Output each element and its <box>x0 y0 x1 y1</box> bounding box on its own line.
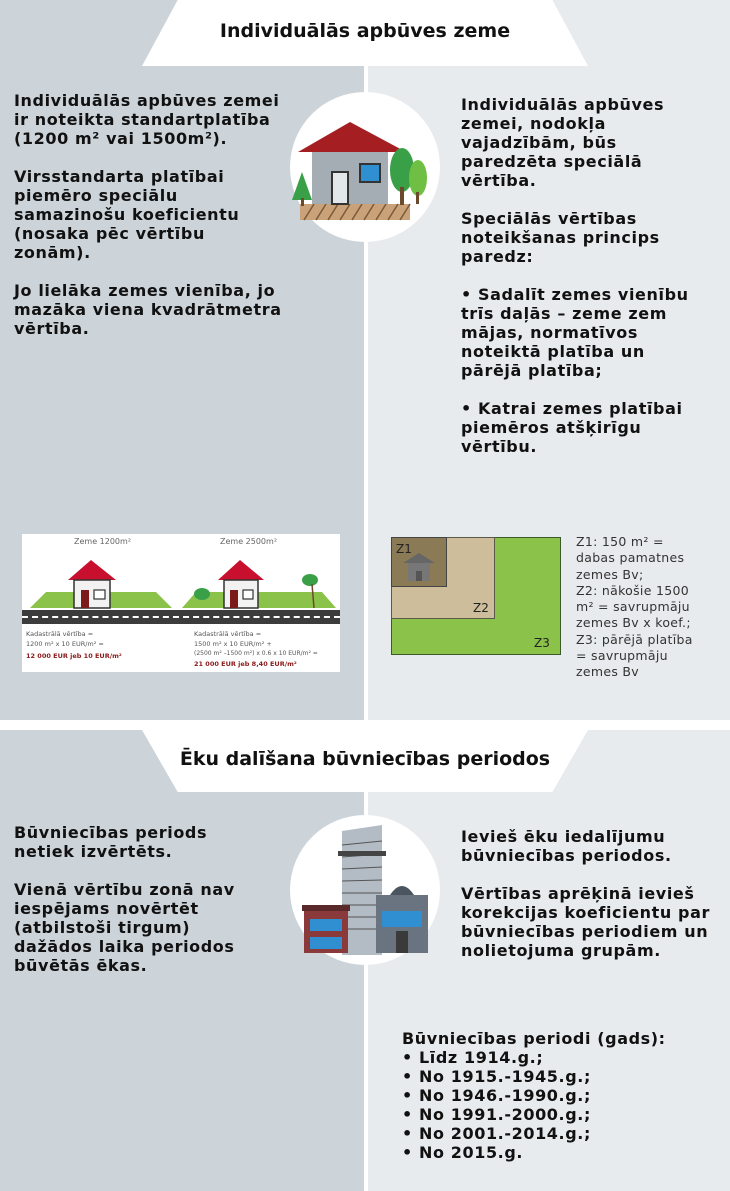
section1-left-p3: Jo lielāka zemes vienība, jo mazāka viena kvadrātmetra vērtība. <box>14 281 282 338</box>
zone-legend-line: Z3: pārējā platība <box>576 631 693 647</box>
zone-legend-line: = savrupmāju <box>576 648 668 664</box>
list-item: • No 1915.-1945.g.; <box>402 1067 722 1086</box>
buildings-icon <box>290 815 440 965</box>
example2-result: 21 000 EUR jeb 8,40 EUR/m² <box>194 660 297 668</box>
zone-legend-line: zemes Bv <box>576 664 639 680</box>
zone-legend-line: Z1: 150 m² = <box>576 534 664 549</box>
periods-block <box>402 1029 722 1162</box>
example1-line1: Kadastrālā vērtība = <box>26 630 94 638</box>
zone-legend-line: zemes Bv x koef.; <box>576 615 691 631</box>
zone-z3-label: Z3 <box>534 636 550 650</box>
section2-right-p1: Ievieš ēku iedalījumu būvniecības periodos. <box>461 827 672 865</box>
example1-house-icon <box>26 546 176 612</box>
land-example-image <box>22 534 340 672</box>
example2-line1: Kadastrālā vērtība = <box>194 630 262 638</box>
section1-right-p3: • Sadalīt zemes vienību trīs daļās – zeme zem mājas, normatīvos noteiktā platība un pārējā platība; <box>461 285 689 380</box>
section1-left-text <box>14 91 284 357</box>
list-item: • No 1991.-2000.g.; <box>402 1105 722 1124</box>
list-item: • No 1946.-1990.g.; <box>402 1086 722 1105</box>
zone-legend-line: zemes Bv; <box>576 566 644 582</box>
example2-heading: Zeme 2500m² <box>220 537 278 546</box>
section2-title: Ēku dalīšana būvniecības periodos <box>179 748 551 770</box>
section1-left-p2: Virsstandarta platībai piemēro speciālu samazinošu koeficientu (nosaka pēc vērtību zonām). <box>14 167 240 262</box>
section1-title: Individuālās apbūves zeme <box>219 20 511 42</box>
road-marking <box>22 616 340 618</box>
section1-right-p1: Individuālās apbūves zemei, nodokļa vajadzībām, būs paredzēta speciālā vērtība. <box>461 95 665 190</box>
section1-right-p2: Speciālās vērtības noteikšanas princips paredz: <box>461 209 660 266</box>
section1-right-p4: • Katrai zemes platībai piemēros atšķirīgu vērtību. <box>461 399 683 456</box>
example2-house-icon <box>182 546 338 612</box>
zone-legend-line: m² = savrupmāju <box>576 599 690 615</box>
section2-left-text <box>14 823 264 994</box>
list-item: • No 2015.g. <box>402 1143 722 1162</box>
section2-right-text <box>461 827 716 979</box>
list-item: • Līdz 1914.g.; <box>402 1048 722 1067</box>
list-item: • No 2001.-2014.g.; <box>402 1124 722 1143</box>
zone-legend-line: dabas pamatnes <box>576 550 685 566</box>
example1-result: 12 000 EUR jeb 10 EUR/m² <box>26 652 122 660</box>
example1-line2: 1200 m² x 10 EUR/m² = <box>26 640 104 648</box>
zone-z2-label: Z2 <box>473 601 489 615</box>
section2-left-p1: Būvniecības periods netiek izvērtēts. <box>14 823 208 861</box>
periods-heading: Būvniecības periodi (gads): <box>402 1029 666 1048</box>
section1-right-text <box>461 95 711 475</box>
example2-line2: 1500 m² x 10 EUR/m² + <box>194 640 272 648</box>
example2-line3: (2500 m² –1500 m²) x 0.6 x 10 EUR/m² = <box>194 650 318 657</box>
periods-list <box>402 1048 722 1162</box>
example1-heading: Zeme 1200m² <box>74 537 132 546</box>
house-icon <box>290 92 440 242</box>
section2-left-p2: Vienā vērtību zonā nav iespējams novērtēt (atbilstoši tirgum) dažādos laika periodos būvētās ēkas. <box>14 880 235 975</box>
zone-z1-label: Z1 <box>396 542 412 556</box>
section1-left-p1: Individuālās apbūves zemei ir noteikta standartplatība (1200 m² vai 1500m²). <box>14 91 280 148</box>
section2-right-p2: Vērtības aprēķinā ievieš korekcijas koeficientu par būvniecības periodiem un nolietojuma grupām. <box>461 884 710 960</box>
zone-legend <box>576 534 726 681</box>
zone-legend-line: Z2: nākošie 1500 <box>576 582 689 598</box>
zone-diagram <box>391 537 561 655</box>
